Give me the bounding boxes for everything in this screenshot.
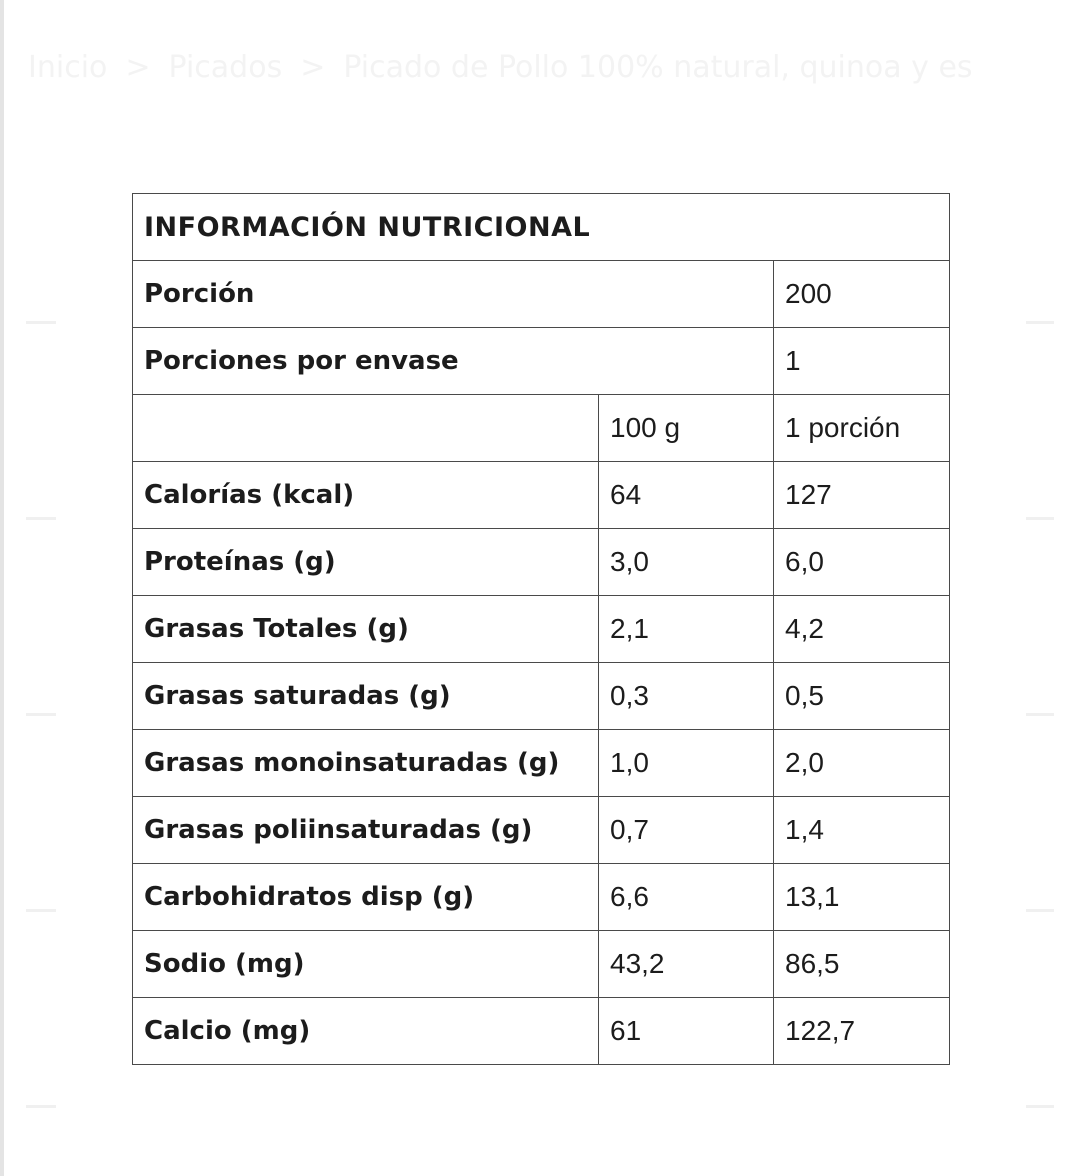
table-row (133, 797, 950, 864)
value-per-portion: 2,0 (774, 730, 950, 797)
portion-row (133, 261, 950, 328)
value-per-100g: 64 (599, 462, 774, 529)
portion-value: 200 (774, 261, 950, 328)
breadcrumb-separator: > (300, 50, 326, 85)
portions-per-pack-label: Porciones por envase (133, 328, 774, 395)
ghost-divider (26, 321, 56, 324)
nutrient-label: Carbohidratos disp (g) (133, 864, 599, 931)
breadcrumb-current: Picado de Pollo 100% natural, quinoa y es (343, 50, 973, 85)
value-per-portion: 13,1 (774, 864, 950, 931)
value-per-100g: 61 (599, 998, 774, 1065)
table-title-row (133, 194, 950, 261)
nutrient-label: Calcio (mg) (133, 998, 599, 1065)
table-row (133, 864, 950, 931)
breadcrumb-category-link[interactable]: Picados (168, 50, 283, 85)
ghost-divider (1026, 1105, 1054, 1108)
value-per-portion: 6,0 (774, 529, 950, 596)
portion-label: Porción (133, 261, 774, 328)
breadcrumb-home-link[interactable]: Inicio (28, 50, 108, 85)
value-per-portion: 1,4 (774, 797, 950, 864)
value-per-portion: 0,5 (774, 663, 950, 730)
nutrient-label: Grasas monoinsaturadas (g) (133, 730, 599, 797)
column-header-row (133, 395, 950, 462)
ghost-divider (26, 1105, 56, 1108)
value-per-100g: 2,1 (599, 596, 774, 663)
ghost-divider (26, 909, 56, 912)
value-per-100g: 43,2 (599, 931, 774, 998)
portions-per-pack-row (133, 328, 950, 395)
nutrient-label: Sodio (mg) (133, 931, 599, 998)
ghost-divider (1026, 909, 1054, 912)
table-row (133, 931, 950, 998)
column-header-per-portion: 1 porción (774, 395, 950, 462)
breadcrumb (28, 36, 1008, 164)
nutrient-label: Calorías (kcal) (133, 462, 599, 529)
value-per-portion: 122,7 (774, 998, 950, 1065)
value-per-100g: 6,6 (599, 864, 774, 931)
nutrient-label: Proteínas (g) (133, 529, 599, 596)
value-per-100g: 3,0 (599, 529, 774, 596)
table-row (133, 596, 950, 663)
table-row (133, 730, 950, 797)
ghost-divider (26, 713, 56, 716)
table-row (133, 998, 950, 1065)
nutrient-label: Grasas Totales (g) (133, 596, 599, 663)
table-title: INFORMACIÓN NUTRICIONAL (133, 194, 950, 261)
table-row (133, 529, 950, 596)
nutrient-label: Grasas poliinsaturadas (g) (133, 797, 599, 864)
table-row (133, 462, 950, 529)
nutrient-label: Grasas saturadas (g) (133, 663, 599, 730)
portions-per-pack-value: 1 (774, 328, 950, 395)
ghost-divider (26, 517, 56, 520)
ghost-divider (1026, 517, 1054, 520)
nutrition-table (132, 193, 950, 1065)
value-per-100g: 0,7 (599, 797, 774, 864)
value-per-portion: 86,5 (774, 931, 950, 998)
column-header-per-100g: 100 g (599, 395, 774, 462)
value-per-100g: 0,3 (599, 663, 774, 730)
value-per-portion: 4,2 (774, 596, 950, 663)
table-row (133, 663, 950, 730)
page-left-edge (0, 0, 4, 1176)
breadcrumb-separator: > (125, 50, 151, 85)
empty-header-cell (133, 395, 599, 462)
value-per-portion: 127 (774, 462, 950, 529)
ghost-divider (1026, 321, 1054, 324)
value-per-100g: 1,0 (599, 730, 774, 797)
ghost-divider (1026, 713, 1054, 716)
